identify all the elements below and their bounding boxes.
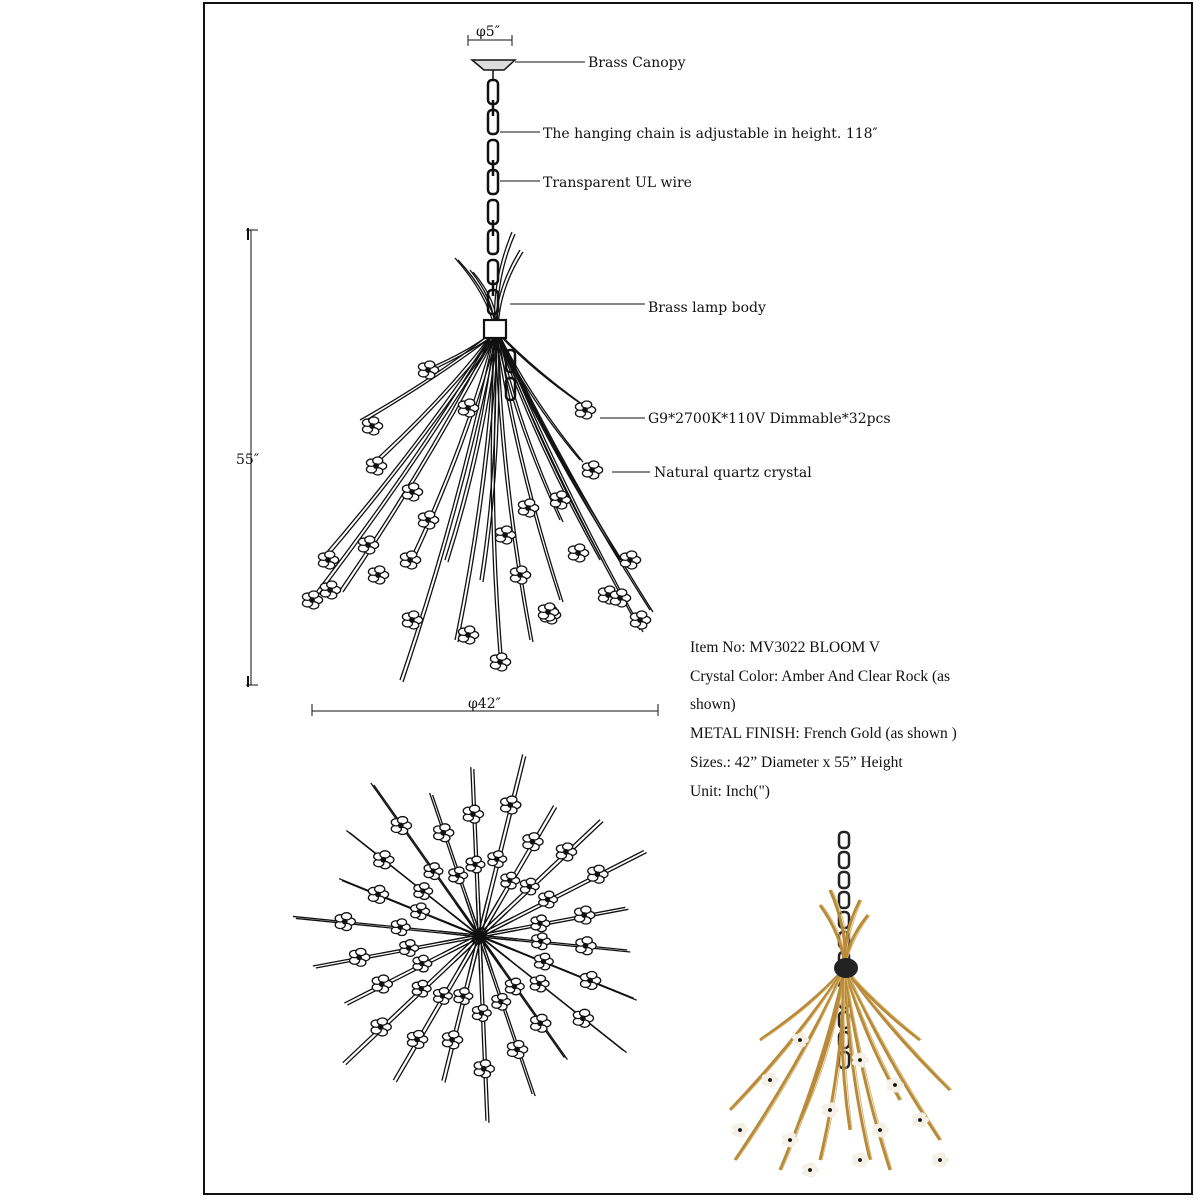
spec-item-no: Item No: MV3022 BLOOM V (690, 639, 881, 656)
spec-sizes: Sizes.: 42” Diameter x 55” Height (690, 754, 903, 771)
ul-wire-label: Transparent UL wire (543, 175, 692, 191)
lamp-body-label: Brass lamp body (648, 300, 766, 316)
spec-crystal-color: Crystal Color: Amber And Clear Rock (as (690, 668, 951, 685)
chandelier-photo-icon (730, 832, 952, 1178)
spec-crystal-color-cont: shown) (690, 696, 736, 713)
height-dim-label: 55″ (236, 452, 260, 468)
callout-leaders (500, 62, 650, 472)
chandelier-side-view-icon (302, 232, 653, 682)
hanging-chain-label: The hanging chain is adjustable in height. 118″ (543, 126, 878, 142)
canopy-dim-label: φ5″ (476, 24, 500, 40)
chandelier-bottom-view-icon (293, 754, 647, 1122)
diameter-dim-label: φ42″ (468, 696, 501, 712)
brass-canopy-label: Brass Canopy (588, 55, 686, 71)
bulbs-label: G9*2700K*110V Dimmable*32pcs (648, 411, 891, 427)
canopy-drawing (472, 60, 515, 80)
crystal-label: Natural quartz crystal (654, 465, 812, 481)
spec-metal-finish: METAL FINISH: French Gold (as shown ) (690, 725, 957, 742)
spec-unit: Unit: Inch(") (690, 783, 770, 800)
